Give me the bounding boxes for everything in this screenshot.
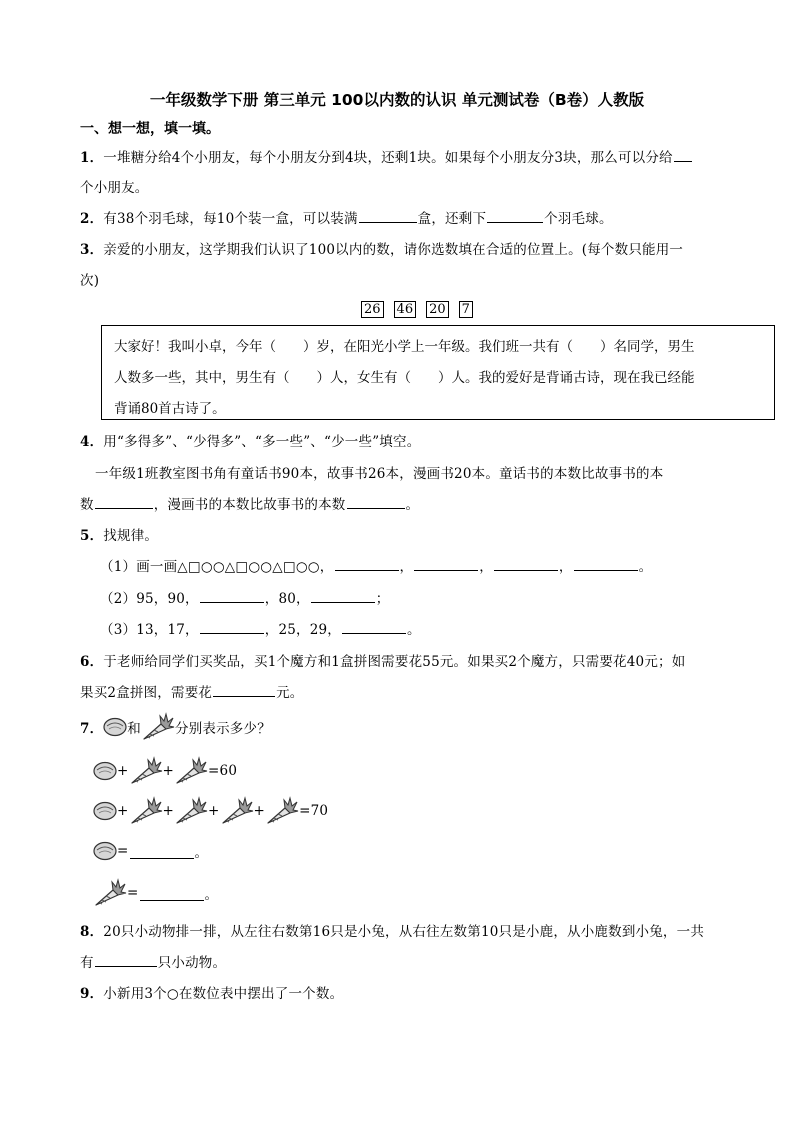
question-text: 有38个羽毛球，每10个装一盒，可以装满	[103, 211, 358, 227]
answer-blank[interactable]	[130, 844, 194, 859]
question-text: 找规律。	[103, 528, 159, 544]
shape-pattern: △□○○△□○○△□○○，	[177, 559, 334, 575]
answer-blank[interactable]	[200, 588, 264, 603]
equation-result: =70	[299, 803, 329, 819]
plus-sign: +	[208, 803, 220, 819]
answer-blank[interactable]	[311, 588, 375, 603]
question-5	[80, 524, 158, 544]
question-9	[80, 982, 343, 1002]
carrot-icon	[174, 796, 208, 826]
part-label: （2）95，90，	[100, 591, 199, 607]
question-4-line2: 一年级1班教室图书角有童话书90本，故事书26本，漫画书20本。童话书的本数比故事书的本	[95, 466, 664, 482]
question-text: ，漫画书的本数比故事书的本数	[153, 497, 346, 513]
answer-blank[interactable]	[674, 147, 692, 162]
carrot-icon	[93, 878, 127, 908]
answer-blank[interactable]	[342, 619, 406, 634]
equation-1	[93, 756, 237, 786]
question-text: 个羽毛球。	[544, 211, 613, 227]
bun-icon	[93, 800, 117, 822]
question-text: 分别表示多少？	[175, 721, 271, 737]
question-3-line2: 次)	[80, 273, 100, 289]
question-text: 盒，还剩下	[417, 211, 487, 227]
carrot-icon	[174, 756, 208, 786]
plus-sign: +	[117, 763, 129, 779]
answer-bun	[93, 840, 208, 862]
equation-2	[93, 796, 328, 826]
question-number: 6．	[80, 654, 104, 670]
question-text: ，25，29，	[264, 622, 342, 638]
part-label: （3）13，17，	[100, 622, 199, 638]
question-text: 用“多得多”、“少得多”、“多一些”、“少一些”填空。	[103, 434, 421, 450]
question-text: ；	[375, 591, 390, 607]
question-text: 有	[80, 955, 94, 971]
page-title: 一年级数学下册 第三单元 100以内数的认识 单元测试卷（B卷）人教版	[149, 91, 645, 109]
question-number: 5．	[80, 528, 104, 544]
bun-icon	[93, 760, 117, 782]
question-number: 7．	[80, 721, 104, 737]
number-chip[interactable]: 46	[394, 301, 417, 318]
question-text: 元。	[276, 685, 304, 701]
number-choices	[356, 301, 478, 318]
question-3	[80, 238, 683, 258]
question-text: 亲爱的小朋友，这学期我们认识了100以内的数，请你选数填在合适的位置上。(每个数只能用一	[103, 242, 684, 258]
answer-blank[interactable]	[95, 494, 153, 509]
carrot-icon	[141, 712, 175, 742]
question-text: 果买2盒拼图，需要花	[80, 685, 213, 701]
section-heading: 一、想一想，填一填。	[80, 121, 220, 137]
carrot-icon	[265, 796, 299, 826]
answer-blank[interactable]	[95, 952, 157, 967]
answer-blank[interactable]	[359, 208, 417, 223]
question-text: 20只小动物排一排，从左往右数第16只是小兔，从右往左数第10只是小鹿，从小鹿数到小兔，一共	[103, 924, 705, 940]
question-5-part1: （1）画一画△□○○△□○○△□○○， ， ， ， 。	[100, 555, 652, 575]
plus-sign: +	[162, 803, 175, 819]
question-text: ，80，	[264, 591, 310, 607]
answer-blank[interactable]	[335, 556, 399, 571]
question-text: 和	[127, 721, 141, 737]
number-chip[interactable]: 20	[426, 301, 449, 318]
question-1-line2: 个小朋友。	[80, 180, 149, 196]
question-number: 2．	[80, 211, 104, 227]
question-6	[80, 650, 685, 670]
question-5-part3	[100, 618, 421, 638]
question-number: 3．	[80, 242, 104, 258]
question-text: 小新用3个○在数位表中摆出了一个数。	[103, 986, 344, 1002]
question-number: 8．	[80, 924, 104, 940]
bun-icon	[93, 840, 117, 862]
question-6-line2	[80, 681, 304, 701]
answer-blank[interactable]	[347, 494, 405, 509]
equals-sign: =	[127, 885, 139, 901]
number-chip[interactable]: 7	[459, 301, 473, 318]
question-4	[80, 430, 420, 450]
passage-line: 人数多一些，其中，男生有（ ）人，女生有（ ）人。我的爱好是背诵古诗，现在我已经能	[114, 370, 695, 386]
equation-result: =60	[208, 763, 238, 779]
plus-sign: +	[162, 763, 175, 779]
question-number: 4．	[80, 434, 104, 450]
question-text: 只小动物。	[157, 955, 227, 971]
question-number: 1．	[80, 150, 104, 166]
part-label: （1）画一画	[100, 559, 178, 575]
plus-sign: +	[117, 803, 129, 819]
plus-sign: +	[253, 803, 266, 819]
carrot-icon	[129, 796, 163, 826]
question-text: 。	[405, 497, 420, 513]
answer-carrot	[93, 878, 218, 908]
passage-line: 背诵80首古诗了。	[114, 401, 226, 417]
answer-blank[interactable]	[200, 619, 264, 634]
passage-line: 大家好！我叫小卓，今年（ ）岁，在阳光小学上一年级。我们班一共有（ ）名同学，男生	[114, 339, 695, 355]
answer-blank[interactable]	[213, 682, 275, 697]
answer-blank[interactable]	[487, 208, 543, 223]
question-text: 。	[407, 622, 421, 638]
question-text: 数	[80, 497, 94, 513]
question-8-line2	[80, 951, 226, 971]
question-text: 于老师给同学们买奖品，买1个魔方和1盒拼图需要花55元。如果买2个魔方，只需要花40元；如	[103, 654, 686, 670]
carrot-icon	[220, 796, 254, 826]
period: 。	[204, 887, 219, 903]
number-chip[interactable]: 26	[361, 301, 384, 318]
answer-blank[interactable]	[494, 556, 558, 571]
equals-sign: =	[117, 843, 129, 859]
question-5-part2	[100, 587, 389, 607]
answer-blank[interactable]	[140, 886, 204, 901]
question-7	[80, 712, 271, 742]
question-1	[80, 146, 693, 166]
carrot-icon	[129, 756, 163, 786]
question-4-line3	[80, 493, 419, 513]
answer-blank[interactable]	[414, 556, 478, 571]
period: 。	[194, 845, 209, 861]
question-text: 一堆糖分给4个小朋友，每个小朋友分到4块，还剩1块。如果每个小朋友分3块，那么可以分给	[103, 150, 673, 166]
answer-blank[interactable]	[574, 556, 638, 571]
question-8	[80, 920, 704, 940]
question-number: 9．	[80, 986, 104, 1002]
bun-icon	[103, 716, 127, 738]
question-2	[80, 207, 613, 227]
